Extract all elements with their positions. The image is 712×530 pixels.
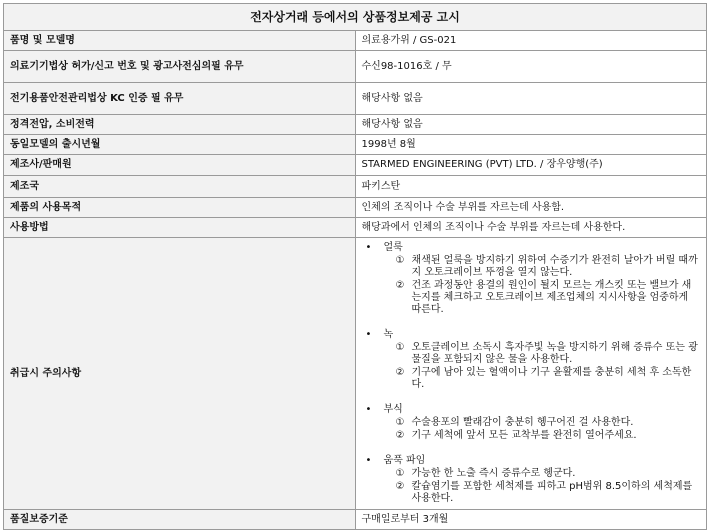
title-row: [4, 4, 707, 31]
table-row: [4, 83, 707, 115]
care-item-text: 오토클레이브 소독시 흑자주빛 녹을 방지하기 위해 증류수 또는 광물질을 포함되지 않은 물을 사용한다.: [411, 342, 698, 365]
row-value: 구매일로부터 3개월: [355, 510, 707, 530]
product-info-table: [3, 3, 707, 530]
table-row: [4, 510, 707, 530]
row-label: 품질보증기준: [4, 510, 356, 530]
care-section-heading: 녹: [383, 329, 394, 340]
table-row: [4, 198, 707, 218]
row-value: 인체의 조직이나 수술 부위를 자르는데 사용함.: [355, 198, 707, 218]
care-item-text: 기구 세척에 앞서 모든 교착부를 완전히 열어주세요.: [411, 430, 637, 441]
row-label: 동일모델의 출시년월: [4, 135, 356, 155]
care-item: [362, 367, 701, 391]
table-row: [4, 135, 707, 155]
circled-number: ②: [395, 481, 405, 492]
table-row: [4, 218, 707, 238]
care-item-text: 가능한 한 노출 즉시 증류수로 헹군다.: [411, 468, 576, 479]
row-value: 의료용가위 / GS-021: [355, 31, 707, 51]
bullet-icon: •: [365, 404, 372, 415]
row-label: 품명 및 모델명: [4, 31, 356, 51]
care-section-heading: 움푹 파임: [383, 455, 426, 466]
bullet-icon: •: [365, 329, 372, 340]
row-value: 해당사항 없음: [355, 115, 707, 135]
row-value: 파키스탄: [355, 176, 707, 198]
care-label: 취급시 주의사항: [4, 238, 356, 510]
circled-number: ②: [395, 280, 405, 291]
care-section-heading: 부식: [383, 404, 403, 415]
care-row: [4, 238, 707, 510]
care-content: [355, 238, 707, 510]
product-info-notice: [3, 3, 707, 530]
row-label: 정격전압, 소비전력: [4, 115, 356, 135]
care-item: [362, 468, 701, 480]
care-item: [362, 481, 701, 505]
row-value: 해당사항 없음: [355, 83, 707, 115]
table-title: 전자상거래 등에서의 상품정보제공 고시: [4, 4, 707, 31]
row-value: 수신98-1016호 / 무: [355, 51, 707, 83]
care-section-heading: 얼룩: [383, 242, 403, 253]
bullet-icon: •: [365, 455, 372, 466]
care-item: [362, 255, 701, 279]
care-item: [362, 342, 701, 366]
row-label: 의료기기법상 허가/신고 번호 및 광고사전심의필 유무: [4, 51, 356, 83]
circled-number: ②: [395, 430, 405, 441]
circled-number: ①: [395, 342, 405, 353]
care-item-text: 기구에 남아 있는 혈액이나 기구 윤활제를 충분히 세척 후 소독한다.: [411, 367, 692, 390]
table-row: [4, 155, 707, 176]
table-row: [4, 176, 707, 198]
care-section-rust: [362, 329, 701, 391]
circled-number: ①: [395, 417, 405, 428]
circled-number: ①: [395, 468, 405, 479]
care-section-pitting: [362, 455, 701, 505]
care-item: [362, 417, 701, 429]
circled-number: ②: [395, 367, 405, 378]
care-item-text: 채색된 얼룩을 방지하기 위하여 수증기가 완전히 날아가 버릴 때까지 오토크레이브 뚜껑을 열지 않는다.: [411, 255, 698, 278]
care-item: [362, 430, 701, 442]
care-section-stain: [362, 242, 701, 316]
row-label: 제조국: [4, 176, 356, 198]
row-label: 제품의 사용목적: [4, 198, 356, 218]
care-section-corrosion: [362, 404, 701, 442]
care-item-text: 건조 과정동안 용결의 원인이 될지 모르는 개스킷 또는 밸브가 새는지를 체크하고 오토크레이브 제조업체의 지시사항을 엄중하게 따른다.: [411, 280, 692, 315]
table-row: [4, 31, 707, 51]
row-value: 해당과에서 인체의 조직이나 수술 부위를 자르는데 사용한다.: [355, 218, 707, 238]
row-label: 전기용품안전관리법상 KC 인증 필 유무: [4, 83, 356, 115]
care-item: [362, 280, 701, 316]
row-label: 제조사/판매원: [4, 155, 356, 176]
care-item-text: 칼슘염기를 포함한 세척제를 피하고 pH범위 8.5이하의 세척제를 사용한다.: [411, 481, 693, 504]
row-value: 1998년 8월: [355, 135, 707, 155]
row-value: STARMED ENGINEERING (PVT) LTD. / 장우양행(주): [355, 155, 707, 176]
table-row: [4, 115, 707, 135]
circled-number: ①: [395, 255, 405, 266]
bullet-icon: •: [365, 242, 372, 253]
table-row: [4, 51, 707, 83]
care-item-text: 수술용포의 빨래감이 충분히 헹구어진 걸 사용한다.: [411, 417, 634, 428]
row-label: 사용방법: [4, 218, 356, 238]
